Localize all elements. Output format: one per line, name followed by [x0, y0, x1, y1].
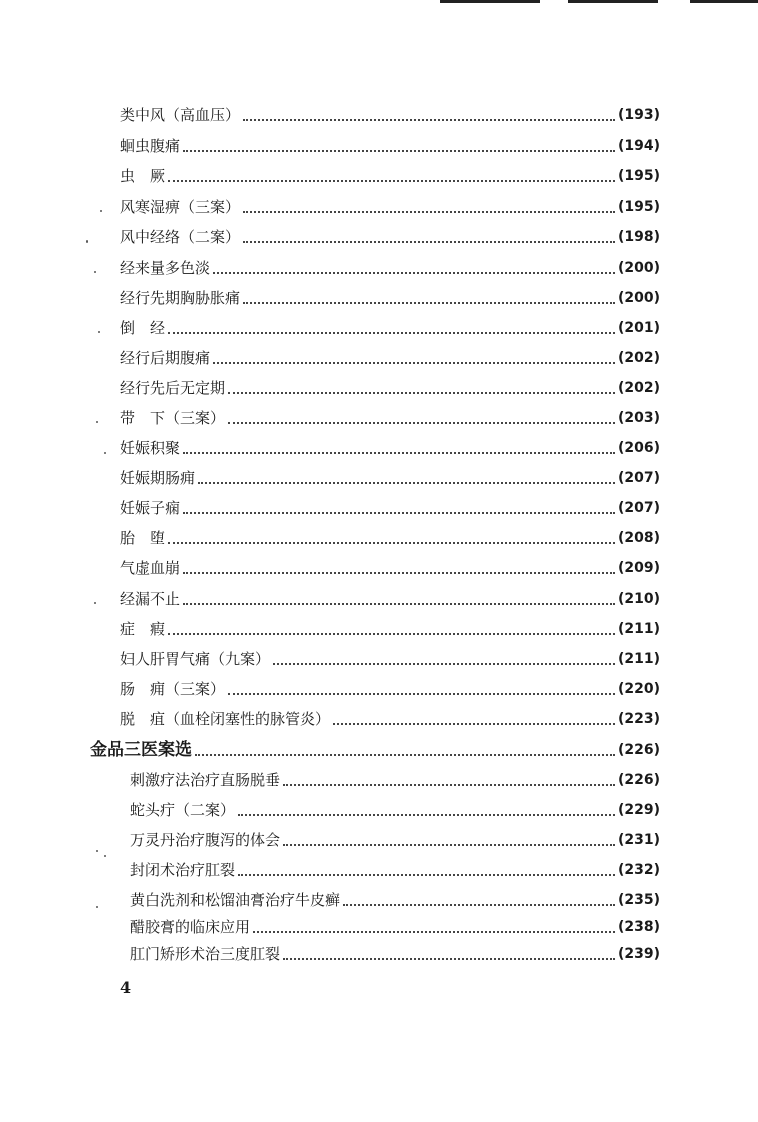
scan-speck — [100, 210, 102, 212]
dot-leader — [343, 903, 615, 906]
dot-leader — [198, 481, 615, 484]
entry-page: (209) — [617, 560, 660, 576]
toc-sub-entry — [130, 766, 660, 794]
entry-page: (203) — [617, 410, 660, 426]
entry-page: (194) — [617, 138, 660, 154]
entry-page: (232) — [617, 862, 660, 878]
toc-entry — [120, 705, 660, 733]
entry-title: 脱 疽（血栓闭塞性的脉管炎） — [120, 710, 331, 728]
dot-leader — [183, 451, 615, 454]
dot-leader — [283, 783, 615, 786]
entry-title: 虫 厥 — [120, 167, 166, 185]
entry-title: 症 瘕 — [120, 620, 166, 638]
entry-page: (207) — [617, 470, 660, 486]
scan-speck — [94, 602, 96, 604]
entry-page: (223) — [617, 711, 660, 727]
top-rule-3 — [690, 0, 758, 3]
toc-entry — [120, 404, 660, 432]
entry-title: 胎 堕 — [120, 529, 166, 547]
toc-sub-entry — [130, 856, 660, 884]
toc-entry — [120, 554, 660, 582]
dot-leader — [168, 331, 615, 334]
scan-speck — [96, 421, 98, 423]
entry-title: 妊娠子痫 — [120, 499, 181, 517]
scan-speck — [104, 452, 106, 454]
dot-leader — [168, 179, 615, 182]
entry-title: 黄白洗剂和松馏油膏治疗牛皮癣 — [130, 891, 341, 909]
entry-page: (211) — [617, 621, 660, 637]
entry-page: (200) — [617, 290, 660, 306]
toc-entry — [120, 132, 660, 160]
toc-entry — [120, 101, 660, 129]
entry-title: 风中经络（二案） — [120, 228, 241, 246]
entry-title: 类中风（高血压） — [120, 106, 241, 124]
entry-title: 肛门矫形术治三度肛裂 — [130, 945, 281, 963]
toc-entry — [120, 223, 660, 251]
entry-title: 万灵丹治疗腹泻的体会 — [130, 831, 281, 849]
entry-title: 经来量多色淡 — [120, 259, 211, 277]
entry-title: 妇人肝胃气痛（九案） — [120, 650, 271, 668]
entry-page: (198) — [617, 229, 660, 245]
toc-entry — [120, 524, 660, 552]
toc-entry — [120, 254, 660, 282]
entry-page: (195) — [617, 168, 660, 184]
entry-title: 经行先期胸胁胀痛 — [120, 289, 241, 307]
entry-page: (201) — [617, 320, 660, 336]
toc-sub-entry — [130, 826, 660, 854]
dot-leader — [228, 391, 615, 394]
entry-title: 醋胶膏的临床应用 — [130, 918, 251, 936]
entry-title: 气虚血崩 — [120, 559, 181, 577]
top-rule-2 — [568, 0, 658, 3]
entry-title: 妊娠期肠痈 — [120, 469, 196, 487]
entry-title: 蛔虫腹痛 — [120, 137, 181, 155]
entry-title: 经行先后无定期 — [120, 379, 226, 397]
toc-entry — [120, 374, 660, 402]
dot-leader — [243, 301, 615, 304]
top-rule-1 — [440, 0, 540, 3]
toc-entry — [120, 675, 660, 703]
toc-entry — [120, 434, 660, 462]
toc-sub-entry — [130, 796, 660, 824]
dot-leader — [183, 149, 615, 152]
dot-leader — [168, 632, 615, 635]
toc-entry — [120, 284, 660, 312]
entry-title: 倒 经 — [120, 319, 166, 337]
toc-entry — [120, 645, 660, 673]
scan-speck — [96, 906, 98, 908]
toc-entry — [120, 162, 660, 190]
entry-page: (202) — [617, 380, 660, 396]
section-heading — [90, 736, 660, 764]
dot-leader — [183, 511, 615, 514]
scan-speck — [94, 271, 96, 273]
entry-page: (193) — [617, 107, 660, 123]
dot-leader — [228, 692, 615, 695]
toc-entry — [120, 314, 660, 342]
dot-leader — [213, 361, 615, 364]
entry-title: 封闭术治疗肛裂 — [130, 861, 236, 879]
toc-sub-entry — [130, 886, 660, 914]
dot-leader — [333, 722, 615, 725]
entry-title: 肠 痈（三案） — [120, 680, 226, 698]
entry-title: 妊娠积聚 — [120, 439, 181, 457]
entry-page: (239) — [617, 946, 660, 962]
scan-speck — [86, 240, 88, 243]
dot-leader — [183, 571, 615, 574]
toc-entry — [120, 615, 660, 643]
dot-leader — [253, 930, 615, 933]
entry-page: (200) — [617, 260, 660, 276]
dot-leader — [243, 118, 615, 121]
dot-leader — [195, 753, 615, 756]
dot-leader — [213, 271, 615, 274]
toc-sub-entry — [130, 940, 660, 968]
dot-leader — [243, 210, 615, 213]
entry-page: (229) — [617, 802, 660, 818]
entry-page: (235) — [617, 892, 660, 908]
entry-title: 经漏不止 — [120, 590, 181, 608]
entry-page: (207) — [617, 500, 660, 516]
toc-entry — [120, 344, 660, 372]
entry-page: (211) — [617, 651, 660, 667]
entry-page: (195) — [617, 199, 660, 215]
toc-entry — [120, 494, 660, 522]
entry-page: (231) — [617, 832, 660, 848]
page-number: 4 — [120, 978, 132, 997]
entry-page: (226) — [617, 772, 660, 788]
section-page: (226) — [617, 742, 660, 758]
entry-page: (210) — [617, 591, 660, 607]
entry-page: (208) — [617, 530, 660, 546]
entry-page: (220) — [617, 681, 660, 697]
scan-speck — [104, 855, 106, 857]
dot-leader — [238, 813, 615, 816]
entry-page: (238) — [617, 919, 660, 935]
section-title: 金品三医案选 — [90, 740, 192, 760]
dot-leader — [228, 421, 615, 424]
entry-title: 刺激疗法治疗直肠脱垂 — [130, 771, 281, 789]
toc-entry — [120, 585, 660, 613]
dot-leader — [243, 240, 615, 243]
entry-title: 经行后期腹痛 — [120, 349, 211, 367]
entry-title: 带 下（三案） — [120, 409, 226, 427]
dot-leader — [238, 873, 615, 876]
toc-sub-entry — [130, 913, 660, 941]
entry-page: (206) — [617, 440, 660, 456]
toc-entry — [120, 464, 660, 492]
scan-speck — [98, 331, 100, 333]
dot-leader — [283, 957, 615, 960]
dot-leader — [168, 541, 615, 544]
dot-leader — [183, 602, 615, 605]
entry-page: (202) — [617, 350, 660, 366]
toc-entry — [120, 193, 660, 221]
scan-speck — [96, 850, 98, 852]
dot-leader — [283, 843, 615, 846]
entry-title: 蛇头疔（二案） — [130, 801, 236, 819]
dot-leader — [273, 662, 615, 665]
entry-title: 风寒湿痹（三案） — [120, 198, 241, 216]
